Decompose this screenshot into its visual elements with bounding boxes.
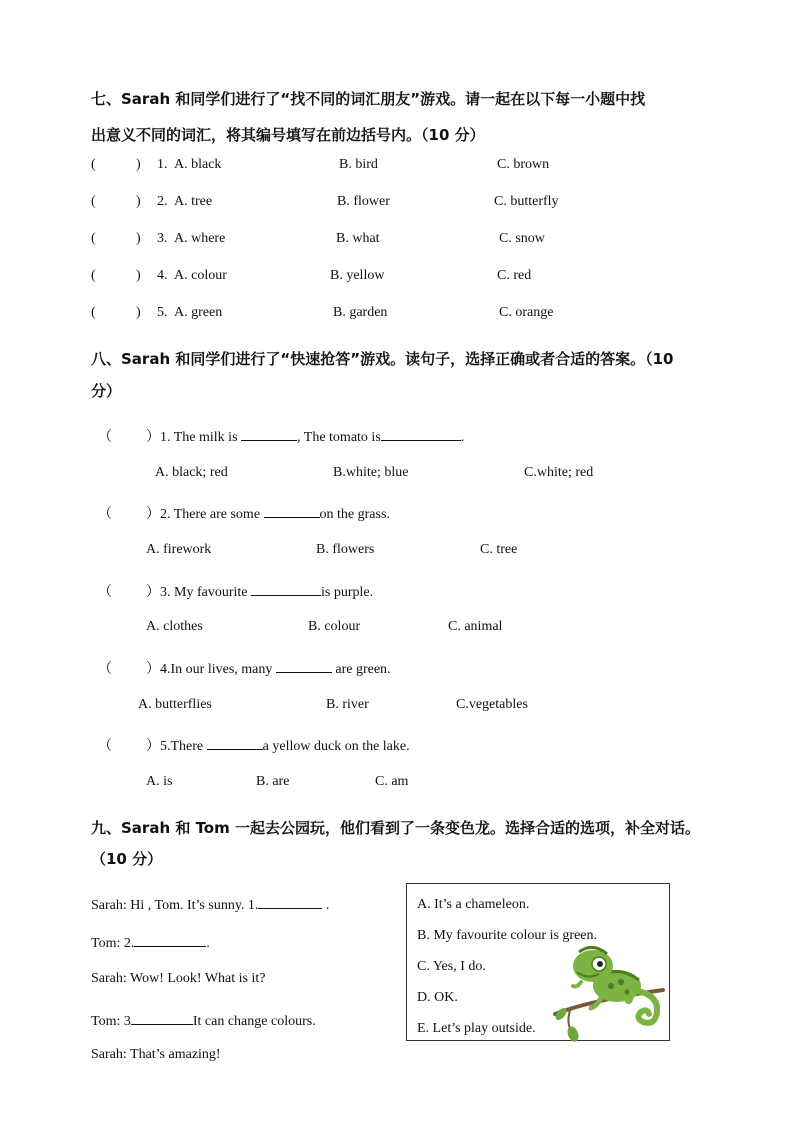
answer-paren-close: ) xyxy=(136,305,141,320)
answer-paren-open: ( xyxy=(91,231,96,246)
section8-title-line1: 八、Sarah 和同学们进行了“快速抢答”游戏。读句子，选择正确或者合适的答案。（10 xyxy=(91,350,674,368)
dialogue-text: Tom: 3 xyxy=(91,1014,131,1029)
answer-blank[interactable] xyxy=(134,932,206,947)
option-b: B. bird xyxy=(339,157,378,172)
option-b: B. flower xyxy=(337,194,390,209)
stem-part: ）2. There are some xyxy=(146,507,264,522)
dialogue-text: Sarah: Hi , Tom. It’s sunny. 1. xyxy=(91,898,259,913)
option-c: C. red xyxy=(497,268,532,283)
option-item: B. My favourite colour is green. xyxy=(417,928,598,943)
option-a: A. green xyxy=(174,305,223,320)
option-b: B. river xyxy=(326,697,369,712)
stem-part: a yellow duck on the lake. xyxy=(262,739,410,754)
question-number: 4. xyxy=(157,268,168,283)
option-b: B. what xyxy=(336,231,380,246)
section9-title-line1: 九、Sarah 和 Tom 一起去公园玩，他们看到了一条变色龙。选择合适的选项，补全对话。 xyxy=(91,819,700,837)
section8-title-line2: 分） xyxy=(91,382,122,400)
answer-paren-open: ( xyxy=(91,268,96,283)
option-item: E. Let’s play outside. xyxy=(417,1021,536,1036)
answer-blank[interactable] xyxy=(131,1010,193,1025)
dialogue-text: Tom: 2. xyxy=(91,936,135,951)
answer-paren-open: （ xyxy=(98,507,112,522)
stem-part: , The tomato is xyxy=(297,430,381,445)
stem-part: ）4.In our lives, many xyxy=(146,662,276,677)
option-a: A. colour xyxy=(174,268,227,283)
section9-title-line2: （10 分） xyxy=(91,850,163,868)
dialogue-text: Sarah: That’s amazing! xyxy=(91,1047,221,1062)
option-c: C.white; red xyxy=(524,465,594,480)
question-number: 1. xyxy=(157,157,168,172)
answer-paren-open: ( xyxy=(91,194,96,209)
option-c: C.vegetables xyxy=(456,697,528,712)
answer-blank[interactable] xyxy=(381,426,461,441)
option-b: B. flowers xyxy=(316,542,375,557)
dialogue-line xyxy=(91,894,329,914)
option-a: A. tree xyxy=(174,194,213,209)
option-b: B. yellow xyxy=(330,268,385,283)
option-a: A. where xyxy=(174,231,226,246)
option-b: B. garden xyxy=(333,305,388,320)
answer-paren-close: ) xyxy=(136,231,141,246)
dialogue-line xyxy=(91,971,266,987)
question-stem xyxy=(146,735,410,755)
option-a: A. butterflies xyxy=(138,697,212,712)
dialogue-line xyxy=(91,1010,316,1030)
option-b: B.white; blue xyxy=(333,465,409,480)
answer-blank[interactable] xyxy=(258,894,322,909)
question-stem xyxy=(146,503,390,523)
dialogue-text: . xyxy=(322,898,330,913)
answer-blank[interactable] xyxy=(264,503,320,518)
dialogue-text: It can change colours. xyxy=(192,1014,316,1029)
stem-part: ）1. The milk is xyxy=(146,430,242,445)
option-c: C. orange xyxy=(499,305,554,320)
question-number: 3. xyxy=(157,231,168,246)
stem-part: on the grass. xyxy=(319,507,390,522)
answer-paren-close: ) xyxy=(136,194,141,209)
chameleon-icon xyxy=(551,942,669,1042)
option-item: A. It’s a chameleon. xyxy=(417,897,530,912)
answer-paren-open: ( xyxy=(91,157,96,172)
stem-part: are green. xyxy=(331,662,391,677)
dialogue-line xyxy=(91,932,210,952)
option-a: A. clothes xyxy=(146,619,203,634)
option-item: C. Yes, I do. xyxy=(417,959,486,974)
section7-title-line2: 出意义不同的词汇，将其编号填写在前边括号内。（10 分） xyxy=(91,126,485,144)
option-a: A. black xyxy=(174,157,222,172)
answer-paren-open: （ xyxy=(98,662,112,677)
option-a: A. is xyxy=(146,774,173,789)
stem-part: ）5.There xyxy=(146,739,207,754)
answer-blank[interactable] xyxy=(251,581,321,596)
answer-paren-open: （ xyxy=(98,739,112,754)
option-a: A. firework xyxy=(146,542,212,557)
option-c: C. tree xyxy=(480,542,518,557)
option-a: A. black; red xyxy=(155,465,228,480)
question-stem xyxy=(146,658,391,678)
option-c: C. brown xyxy=(497,157,550,172)
stem-part: . xyxy=(460,430,465,445)
answer-paren-open: ( xyxy=(91,305,96,320)
stem-part: ）3. My favourite xyxy=(146,585,251,600)
dialogue-text: . xyxy=(206,936,210,951)
dialogue-line xyxy=(91,1047,221,1063)
answer-paren-close: ) xyxy=(136,268,141,283)
dialogue-text: Sarah: Wow! Look! What is it? xyxy=(91,971,266,986)
option-c: C. am xyxy=(375,774,409,789)
option-item: D. OK. xyxy=(417,990,458,1005)
answer-blank[interactable] xyxy=(207,735,263,750)
question-number: 5. xyxy=(157,305,168,320)
option-c: C. animal xyxy=(448,619,503,634)
question-number: 2. xyxy=(157,194,168,209)
answer-blank[interactable] xyxy=(241,426,297,441)
answer-paren-open: （ xyxy=(98,430,112,445)
option-c: C. butterfly xyxy=(494,194,559,209)
answer-blank[interactable] xyxy=(276,658,332,673)
answer-paren-open: （ xyxy=(98,585,112,600)
section7-title-line1: 七、Sarah 和同学们进行了“找不同的词汇朋友”游戏。请一起在以下每一小题中找 xyxy=(91,90,646,108)
stem-part: is purple. xyxy=(320,585,374,600)
answer-paren-close: ) xyxy=(136,157,141,172)
option-b: B. are xyxy=(256,774,290,789)
option-b: B. colour xyxy=(308,619,361,634)
question-stem xyxy=(146,581,373,601)
option-c: C. snow xyxy=(499,231,545,246)
question-stem xyxy=(146,426,464,446)
